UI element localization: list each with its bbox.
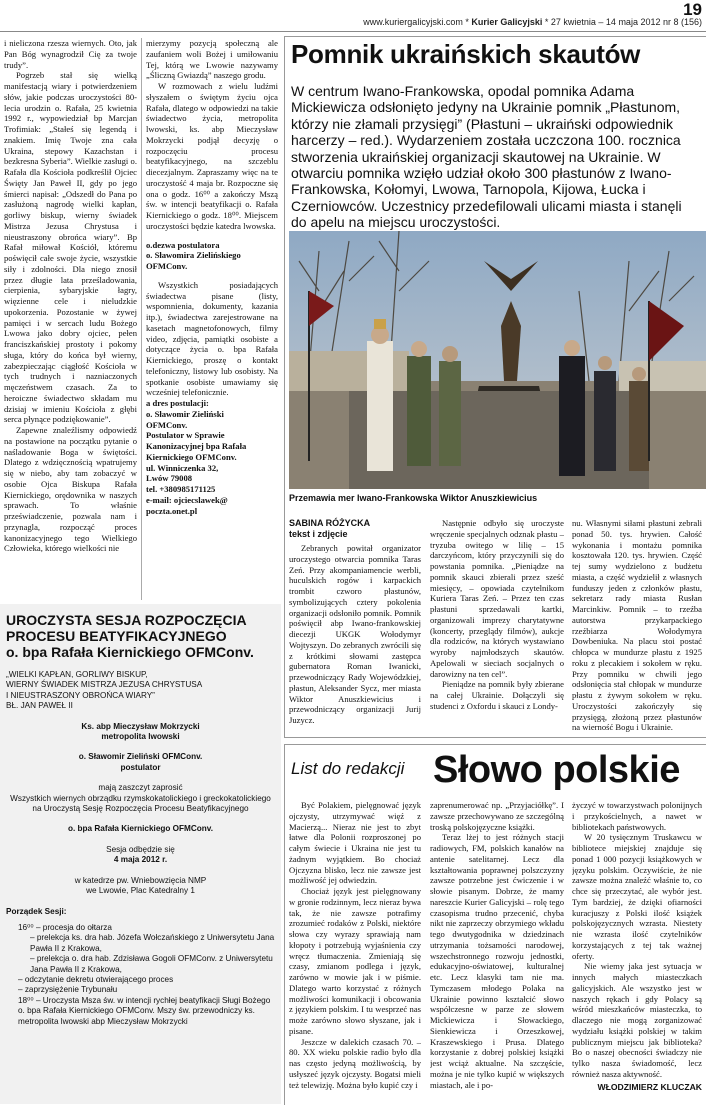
- paragraph: Być Polakiem, pielęgnować język ojczysty, utrzymywać więź z Macierzą... Nieraz nie jest to zbyt łatwe dla Polonii rozproszonej po całym świecie i Ukraina nie jest tu żadnym wyjątkiem. Bo chociaż Ojczyzna blisko, lecz nie zawsze jest możliwość jej odwiedzin.: [289, 800, 421, 886]
- article-byline: [289, 518, 370, 540]
- header-rule: [0, 31, 706, 32]
- letter-headline: Słowo polskie: [433, 749, 680, 791]
- quote: [6, 670, 275, 712]
- title-line: PROCESU BEATYFIKACYJNEGO: [6, 628, 227, 644]
- running-header: [363, 17, 702, 27]
- host-archbishop: [6, 722, 275, 743]
- agenda-item: – prelekcja o. dra hab. Zdzisława Gogoli OFMConv. z Uniwersytetu Jana Pawła II z Krakowa,: [30, 954, 273, 974]
- title-line: UROCZYSTA SESJA ROZPOCZĘCIA: [6, 612, 247, 628]
- letter-column-1: [289, 800, 421, 1105]
- header-issue: * 27 kwietnia – 14 maja 2012 nr 8 (156): [542, 17, 702, 27]
- quote-line: „WIELKI KAPŁAN, GORLIWY BISKUP,: [6, 670, 148, 679]
- session-announcement-box: [0, 604, 281, 1104]
- paragraph: życzyć w towarzystwach polonijnych i przykościelnych, a nawet w bibliotekach państwowych.: [572, 800, 702, 832]
- photo-illustration: [289, 231, 706, 489]
- article-column-2: [146, 38, 278, 600]
- paragraph: Wszystkich posiadających świadectwa pisane (listy, wspomnienia, dokumenty, kazania itp.), świadectwa zarejestrowane na kasetach magnetofonowych, filmy video, zdjęcia, pamiątki osobiste a dotyczące życia o. bpa Rafała Kiernickiego, proszę o kontakt telefoniczny, listowy lub osobisty. Na spotkanie osobiste umawiamy się wcześniej telefonicznie.: [146, 279, 278, 398]
- place-line: w katedrze pw. Wniebowzięcia NMP: [74, 875, 207, 885]
- signature-line: o. Sławomira Zielińskiego: [146, 250, 241, 261]
- address-phone[interactable]: tel. +380985171125: [146, 484, 216, 494]
- header-paper: Kurier Galicyjski: [471, 17, 543, 27]
- host-title: postulator: [120, 762, 161, 772]
- invitation-line: na Uroczystą Sesję Rozpoczęcia Procesu Beatyfikacyjnego: [32, 804, 249, 814]
- address-line: Postulator w Sprawie: [146, 430, 225, 441]
- paragraph: nu. Własnymi siłami płastuni zebrali ponad 50. tys. hrywien. Całość wykonania i montażu pomnika kosztowała 120. tys. hrywien. Część tej sumy wydzielono z budżetu miasta, a część wydzielił z własnych funduszy jeden z członków płastu, sekretarz rady miasta Rusłan Marcinkiw. Pomnik – to rzeźba autorstwa przykarpackiego rzeźbiarza Wołodymyra Dowbeniuka. Na placu stoi postać chłopca w mundurze płastu z 1925 roku z plecakiem i sokołem w ręku. Przy pomniku w chwili jego odsłonięcia stał chłopak w mundurze płastu z żywym sokołem w ręku. Uroczystości zakończyły się przysięgą, złożoną przez płastunów na wierność Bogu i Ukrainie.: [572, 518, 702, 733]
- place-line: we Lwowie, Plac Katedralny 1: [86, 886, 195, 896]
- invitation-line: mają zaszczyt zaprosić: [98, 783, 183, 793]
- address-email[interactable]: poczta.onet.pl: [146, 505, 198, 516]
- paragraph: i nieliczona rzesza wiernych. Oto, jak Pan Bóg wynagrodził Cię za twoje trudy”.: [4, 38, 137, 70]
- agenda-item: 16⁰⁰ – procesja do ołtarza: [18, 922, 112, 932]
- bishop-name: o. bpa Rafała Kiernickiego OFMConv.: [68, 824, 213, 834]
- date-value: 4 maja 2012 r.: [113, 855, 168, 865]
- address-line: Lwów 79008: [146, 473, 193, 484]
- header-sep: *: [462, 17, 472, 27]
- agenda-item: – prelekcja ks. dra hab. Józefa Wołczańskiego z Uniwersytetu Jana Pawła II z Krakowa,: [30, 933, 275, 953]
- paragraph: mierzymy pozycją społeczną ale zaufaniem woli Bożej i umiłowaniu Tej, którą we Lwowie nazywamy „Śliczną Gwiazdą” naszego grodu.: [146, 38, 278, 81]
- quote-author: BŁ. JAN PAWEŁ II: [6, 701, 73, 711]
- date-label: Sesja odbędzie się: [106, 844, 175, 854]
- signature-line: OFMConv.: [146, 261, 188, 271]
- host-name: o. Sławomir Zieliński OFMConv.: [78, 752, 203, 762]
- author-name: SABINA RÓŻYCKA: [289, 518, 371, 528]
- letter-signature: WŁODZIMIERZ KLUCZAK: [597, 1081, 702, 1092]
- article-photo: [289, 231, 706, 489]
- address-line: Kanonizacyjnej bpa Rafała: [146, 441, 247, 451]
- monument-column-1: [289, 543, 421, 738]
- agenda-item: – odczytanie dekretu otwierającego proces: [18, 974, 174, 984]
- author-credit: tekst i zdjęcie: [289, 529, 348, 539]
- section-kicker: List do redakcji: [291, 759, 405, 778]
- paragraph: W rozmowach z wielu ludźmi słyszałem o świętym życiu ojca Rafała, dlatego w odpowiedzi na takie świadectwo życia, metropolita lwowski, ks. abp Mieczysław Mokrzycki podjął decyzję o rozpoczęciu procesu beatyfikacyjnego, na szczeblu diecezjalnym. Zapraszamy więc na te uroczystość 4 maja br. Rozpoczne się ona o godz. 16⁰⁰ a zakończy Mszą św. w intencji beatyfikacji o. Rafała Kiernickiego o godz. 18⁰⁰. Miejscem uroczystości będzie katedra lwowska.: [146, 81, 278, 231]
- agenda-item: – zaprzysiężenie Trybunału: [18, 985, 118, 995]
- photo-caption: Przemawia mer Iwano-Frankowska Wiktor Anuszkiewicius: [289, 493, 538, 503]
- agenda-list: [0, 923, 281, 1027]
- column-divider: [141, 38, 142, 600]
- host-postulator: [6, 752, 275, 773]
- quote-line: WIERNY ŚWIADEK MISTRZA JEZUSA CHRYSTUSA: [6, 680, 203, 690]
- host-name: Ks. abp Mieczysław Mokrzycki: [81, 721, 200, 731]
- announcement-title: [6, 612, 275, 660]
- paragraph: zaprenumerować np. „Przyjaciółkę”. I zawsze przechowywano ze szczególną troską polskojęzyczne książki.: [430, 800, 564, 832]
- article-lead: W centrum Iwano-Frankowska, opodal pomnika Adama Mickiewicza odsłonięto jedyny na Ukrainie pomnik „Płastunom, którzy nie złamali przysięgi” (Płastuni – ukraiński odpowiednik harcerzy – red.). Wydarzeniem została uczczona 100. rocznica stworzenia ukraińskiej organizacji skautowej na Ukrainie. W otwarciu pomnika wzięło udział około 300 płastunów z Iwano-Frankowska, Kołomyi, Lwowa, Tarnopola, Kijowa, Łucka i Czerniowców. Uczestnicy przedefilowali ulicami miasta i stanęli do apelu na miejscu uroczystości.: [291, 83, 682, 231]
- agenda-heading: Porządek Sesji:: [6, 906, 67, 916]
- paragraph: W 20 tysięcznym Truskawcu w bibliotece miejskiej znajduje się ponad 1 000 pozycji książkowych w języku polskim. Oczywiście, że nie zawsze można znaleźć właśnie to, co chce się przeczytać, ale wybór jest. Tym bardziej, że dzięki ofiarności kuracjuszy z Polski ilość książek polskojęzycznych wzrasta. Niestety nie wzrasta ilość czytelników korzystających z tej tak ważnej oferty.: [572, 832, 702, 961]
- paragraph: Następnie odbyło się uroczyste wręczenie specjalnych odznak płastu – tryzuba owitego w lilię – 15 darczyńcom, który przyczynili się do powstania pomnika. „Pieniądze na pomnik skauci zbierali przez sześć miesięcy, – opowiada czytelnikom Kuriera Taras Zeń. – Przez ten czas płastuni sprzedawali kartki, organizowali imprezy charytatywne (koncerty, przeglądy filmów), aukcje dla rodziców, na których wystawiano wyroby najmłodszych skautów. Apelowali w sieciach socjalnych o darowizny na ten cel”.: [430, 518, 564, 679]
- paragraph: Jeszcze w dalekich czasach 70. – 80. XX wieku polskie radio było dla nas często jedyną możliwością, by usłyszeć język ojczysty. Bogatsi mieli też telewizję. Można było kupić czy i: [289, 1036, 421, 1090]
- paragraph: Pogrzeb stał się wielką manifestacją wiary i potwierdzeniem słów, jakie podczas uroczystości 80-lecia urodzin o. Rafała, 25 kwietnia 1992 r., wypowiedział bp Marcjan Trofimiak: „Stałeś się legendą i znakiem. Imię Twoje zna cała Ukraina, stepowy Kazachstan i bezkresna Syberia”. Wielkie zasługi o. Rafała dla Kościoła podkreślił Ojciec Święty Jan Paweł II, gdy po jego śmierci napisał: „Odszedł do Pana po zasłużoną nagrodę wielki kapłan, gorliwy biskup, wierny świadek Mistrza Jezusa Chrystusa i nieustraszony obrońca wiary”. Bp Rafał miłował Kościół, któremu poświęcił całe swoje życie, wszystkie siły i zdolności. Dla niego znosił przez długie lata prześladowania, cierpienia, sybaryjskie łagry, więzienne cele i nieludzkie upokorzenia. Pozostanie w żywej pamięci i w sercach ludu Bożego Lwowa jako dobry ojciec, pełen franciszkańskiej prostoty i pokomy sługa, który do końca był wierny, zabezpieczając ciągłość Kościoła w tych trudnych i nazniaczonych męczeństwem czasach. Za to heroiczne świadectwo składam mu dzisiaj w imieniu Kościoła z głębi serca płynące podziękowanie”.: [4, 70, 137, 425]
- header-site[interactable]: www.kuriergalicyjski.com: [363, 17, 463, 27]
- title-line: o. bpa Rafała Kiernickiego OFMConv.: [6, 644, 254, 660]
- page-number: 19: [683, 0, 702, 19]
- article-column-1: [4, 38, 137, 600]
- monument-column-2: [430, 518, 564, 738]
- quote-line: I NIEUSTRASZONY OBROŃCA WIARY”: [6, 690, 155, 700]
- invitation: [6, 783, 275, 814]
- paragraph: Teraz lżej to jest różnych stacji radiowych, FM, polskich kanałów na antenie satelitarnej. Lecz dla kształtowania poprawnej polszczyzny zawsze potrzebne jest ćwiczenie i w słowie pisanym. Dobrze, że mamy nareszcie Kurier Galicyjski – rolę tego czasopisma trudno przecenić, chyba nikt nie zaprzeczy obrzymiego wkładu tego dwutygodnika w dziedzinach utrzymania tożsamości narodowej, wszechstronnego rozwoju jednostki, edukacyjno-oświatowej, kulturalnej etc. Lecz klasyki tam nie ma. Tymczasem młodego Polaka na Ukrainie powinno kształcić słowo współczesne w parze ze słowem Mickiewicza i Słowackiego, Sienkiewicza i Orzeszkowej, Kraszewskiego i Prusa. Dlatego korzystanie z dobrej polskiej książki jest wciąż aktualne. Na szczęście, można je nie tylko kupić w większych miastach, ale i po-: [430, 832, 564, 1090]
- invitation-line: Wszystkich wiernych obrządku rzymskokatolickiego i greckokatolickiego: [10, 793, 271, 803]
- article-headline: Pomnik ukraińskich skautów: [291, 39, 641, 69]
- paragraph: Zapewne znaleźlismy odpowiedź na postawione na początku pytanie o naśladowanie Boga w świętości. Dlatego z wdzięcznością wpatrujemy się w niebo, aby tam zobaczyć w osobie Ojca Biskupa Rafała Kiernickiego, orędownika w naszych sprawach. To właśnie przeświadczenie, pozwala nam i przynagla, rozpocząć proces kanonizacyjnego tego Wielkiego Człowieka, którego wielkości nie: [4, 425, 137, 554]
- paragraph: Nie wiemy jaka jest sytuacja w innych małych miasteczkach galicyjskich. Ale wszystko jest w naszych rękach i gdy Polacy są wśród mieszkańców miasteczka, to dlaczego nie mogą zorganizować wydziału książki polskiej w takim publicznym miejscu jak biblioteka? Bo o naszej obecności świadczy nie tylko nasza świadomość, lecz również nasza aktywność.: [572, 961, 702, 1079]
- address-line: OFMConv.: [146, 419, 188, 430]
- address-line: Kiernickiego OFMConv.: [146, 451, 237, 462]
- address-line: o. Sławomir Zieliński: [146, 408, 224, 419]
- letter-column-3: [572, 800, 702, 1105]
- address-heading: a dres postulacji:: [146, 398, 209, 408]
- monument-column-3: [572, 518, 702, 738]
- agenda-item: 18⁰⁰ – Uroczysta Msza św. w intencji rychłej beatyfikacji Sługi Bożego o. bpa Rafała Kiernickiego OFMConv. Mszy św. przewodniczy ks. metropolita lwowski abp Mieczysław Mokrzycki: [18, 995, 271, 1026]
- paragraph: Pieniądze na pomnik były zbierane na całej Ukrainie. Dołączyli się studenci z Oxfordu i skauci z Londy-: [430, 679, 564, 711]
- address-line: ul. Winniczenka 32,: [146, 462, 219, 473]
- paragraph: Zebranych powitał organizator uroczystego otwarcia pomnika Taras Zeń. Przy akompaniamencie werbli, huculskich rogów i karpackich trombit czworo płastunów, symbolizujących cztery pokolenia organizacji odsłoniło pomnik. Pomnik poświęcił abp Iwano-frankowskiej diecezji UKGK Wołodymyr Wojtyszyn. Do zebranych zwrócili się z krótkimi słowami zastępca gubernatora Roman Iwanicki, przewodniczący Rady Wojewódzkiej, płastun, Aleksander Sycz, mer miasta Wiktor Anuszkiewicius i przewodniczący organizacji Jurij Juzycz.: [289, 543, 421, 725]
- address-email[interactable]: e-mail: ojciecslawek@: [146, 494, 228, 505]
- paragraph: Chociaż język jest pielęgnowany w gronie rodzinnym, lecz nieraz bywa tak, że nie zawsze potrafimy zrozumieć rodaków z Polski, niektóre słowa czy wyrazy sprawiają nam kłopoty i potrzebują wyjaśnienia czy wręcz tłumaczenia. Zmieniają się czasy, zmianom podlega i język, zarówno w mowie jak i w piśmie. Dlatego warto korzystać z różnych możliwości komunikacji i obcowania z językiem polskim. I tu wesprzeć nas może zarówno słowo słyszane, jak i pisane.: [289, 886, 421, 1036]
- letter-column-2: [430, 800, 564, 1105]
- host-title: metropolita lwowski: [101, 732, 180, 742]
- session-place: [6, 876, 275, 897]
- session-date: [6, 845, 275, 866]
- signature-line: o.dezwa postulatora: [146, 239, 220, 250]
